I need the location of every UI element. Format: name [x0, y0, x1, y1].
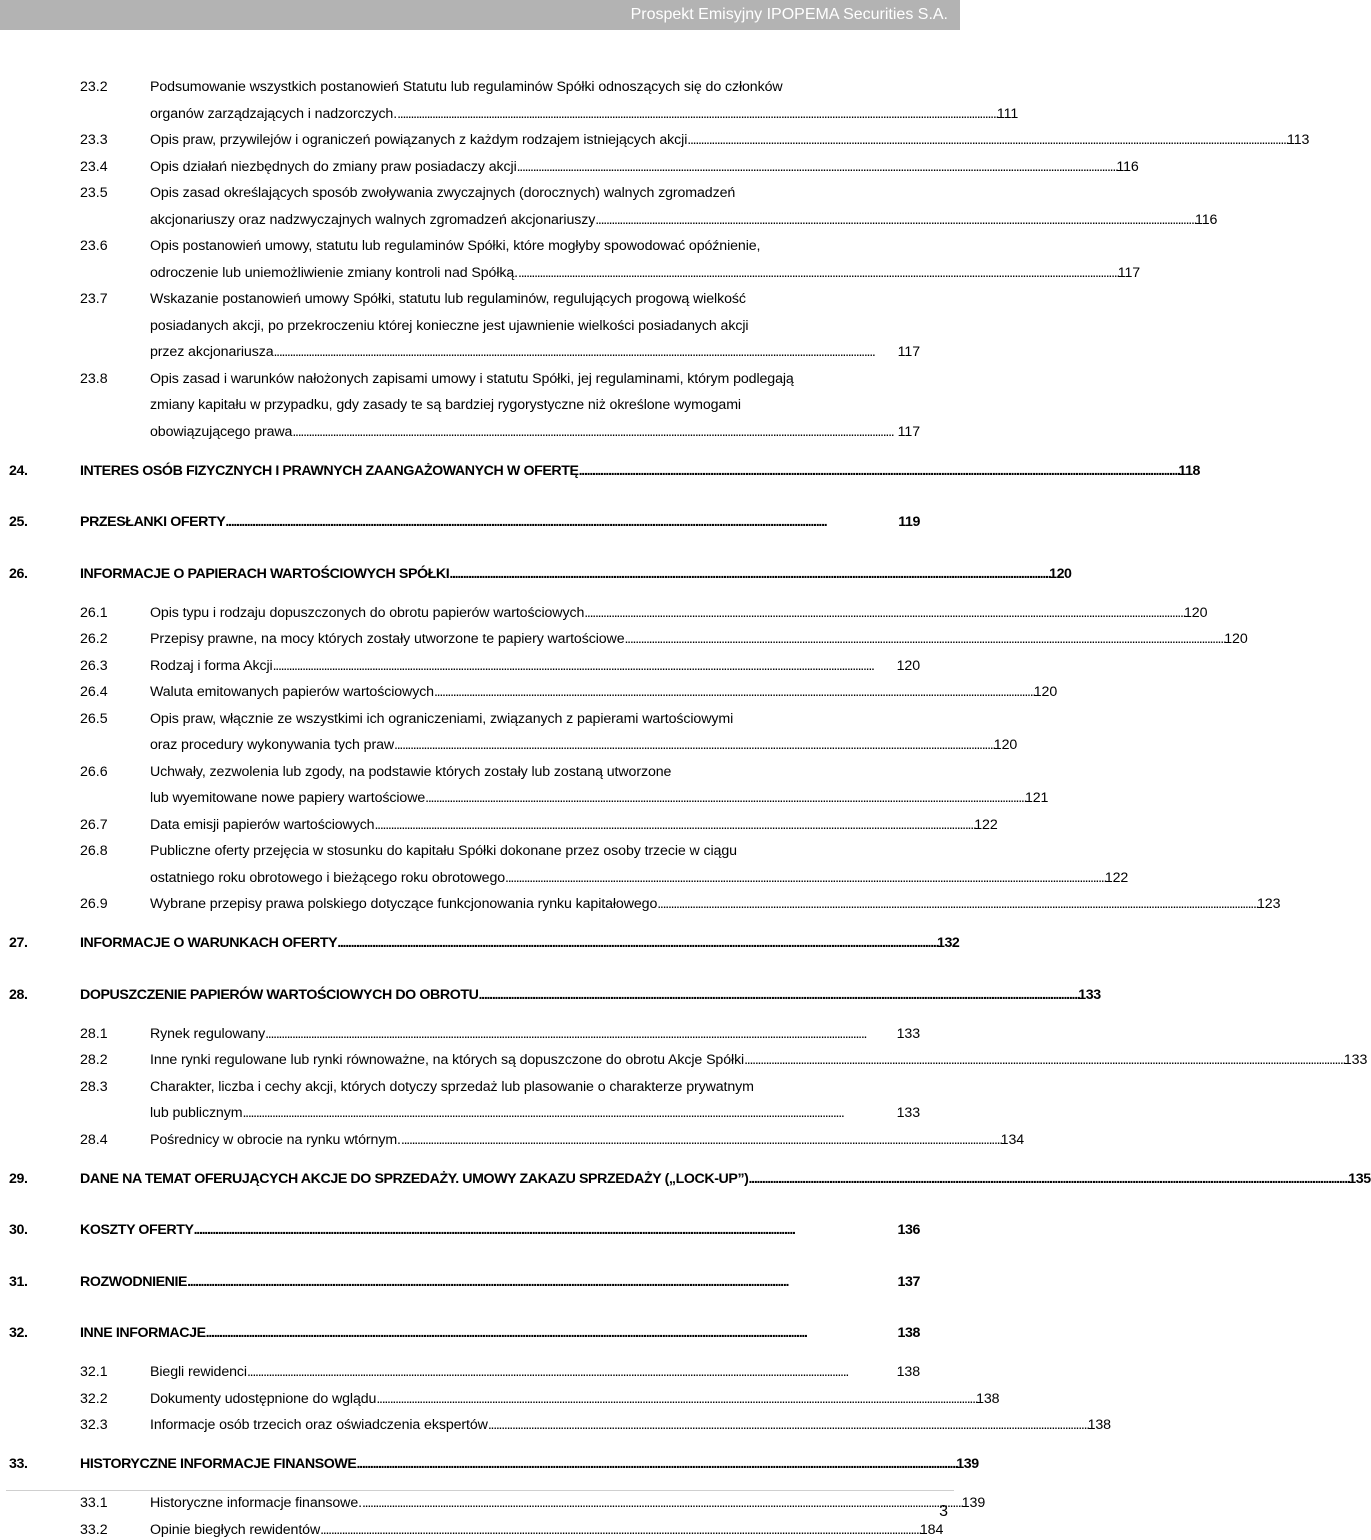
toc-entry-line	[80, 1272, 920, 1292]
toc-entry-page[interactable]: 138	[896, 1364, 920, 1380]
toc-entry-number: 30.	[9, 1222, 28, 1238]
toc-entry-page[interactable]: 138	[897, 1325, 920, 1341]
toc-dot-leader	[625, 629, 1225, 649]
toc-entry-page[interactable]: 133	[1343, 1052, 1368, 1068]
toc-entry-page[interactable]: 121	[1024, 790, 1049, 806]
toc-dot-leader	[505, 868, 1105, 888]
toc-entry-number: 26.8	[80, 843, 108, 859]
toc-entry-line	[80, 512, 920, 532]
toc-entry-page[interactable]: 122	[1104, 869, 1129, 886]
toc-entry-line	[150, 709, 733, 729]
toc-entry-line	[80, 1220, 920, 1240]
toc-entry-number: 23.8	[80, 370, 108, 387]
toc-dot-leader	[194, 1220, 898, 1240]
toc-entry-title: INTERES OSÓB FIZYCZNYCH I PRAWNYCH ZAANGAŻOWANYCH W OFERTĘ	[80, 462, 579, 479]
toc-entry-title: Opis praw, włącznie ze wszystkimi ich ograniczeniami, związanych z papierami wartościowymi	[150, 710, 734, 727]
toc-entry-line	[150, 1024, 920, 1044]
toc-entry-line	[150, 316, 748, 336]
toc-entry-line	[80, 1169, 1371, 1189]
toc-entry-title: INNE INFORMACJE	[80, 1325, 206, 1341]
document-header	[0, 0, 960, 30]
toc-dot-leader	[206, 1323, 898, 1343]
toc-entry-number: 26.4	[80, 684, 108, 700]
toc-entry-number: 28.3	[80, 1078, 108, 1095]
toc-entry-line	[150, 1520, 944, 1540]
toc-entry-number: 32.1	[80, 1364, 108, 1380]
toc-entry-number: 28.4	[80, 1131, 108, 1148]
toc-entry-line	[150, 369, 794, 389]
toc-entry-page[interactable]: 120	[1033, 684, 1058, 700]
toc-dot-leader	[394, 735, 994, 755]
toc-dot-leader	[449, 564, 1049, 584]
toc-entry-number: 23.3	[80, 132, 108, 148]
toc-entry-line	[150, 894, 1281, 914]
page-number: 3	[939, 1503, 948, 1520]
toc-entry-title: Biegli rewidenci	[150, 1364, 247, 1380]
toc-dot-leader	[401, 1130, 1001, 1150]
toc-entry-page[interactable]: 120	[1049, 565, 1072, 582]
toc-dot-leader	[337, 933, 937, 953]
toc-dot-leader	[478, 985, 1078, 1005]
toc-entry-number: 33.	[9, 1456, 28, 1472]
toc-entry-title: Historyczne informacje finansowe.	[150, 1495, 362, 1511]
toc-entry-number: 28.2	[80, 1052, 108, 1068]
toc-entry-line	[150, 1389, 1000, 1409]
toc-entry-page[interactable]: 113	[1287, 132, 1310, 148]
toc-dot-leader	[273, 342, 897, 362]
toc-entry-number: 26.3	[80, 657, 108, 674]
toc-dot-leader	[595, 210, 1195, 230]
toc-entry-title: oraz procedury wykonywania tych praw	[150, 737, 395, 753]
toc-entry-line	[150, 263, 1141, 283]
toc-entry-page[interactable]: 120	[896, 657, 920, 674]
toc-entry-page[interactable]: 133	[896, 1025, 920, 1042]
toc-entry-title: Inne rynki regulowane lub rynki równoważne, na których są dopuszczone do obrotu Akcje Spółki	[150, 1052, 745, 1068]
toc-dot-leader	[517, 157, 1117, 177]
toc-entry-page[interactable]: 122	[974, 816, 998, 833]
toc-entry-title: Wybrane przepisy prawa polskiego dotyczące funkcjonowania rynku kapitałowego	[150, 896, 658, 912]
toc-entry-page[interactable]: 118	[1178, 462, 1201, 479]
toc-entry-title: Opis praw, przywilejów i ograniczeń powiązanych z każdym rodzajem istniejących akcji	[150, 132, 688, 148]
toc-dot-leader	[242, 1103, 896, 1123]
toc-dot-leader	[657, 894, 1257, 914]
toc-entry-line	[150, 841, 737, 861]
toc-dot-leader	[687, 130, 1287, 150]
toc-entry-line	[150, 210, 1218, 230]
toc-entry-title: Przepisy prawne, na mocy których zostały utworzone te papiery wartościowe	[150, 631, 625, 647]
toc-entry-line	[150, 236, 760, 256]
toc-entry-title: Uchwały, zezwolenia lub zgody, na podstawie których zostały lub zostaną utworzone	[150, 763, 672, 780]
toc-entry-line	[150, 735, 1018, 755]
toc-entry-number: 28.	[9, 986, 28, 1003]
toc-entry-title: INFORMACJE O PAPIERACH WARTOŚCIOWYCH SPÓŁKI	[80, 565, 450, 582]
toc-dot-leader	[187, 1272, 897, 1292]
toc-entry-line	[80, 1454, 979, 1474]
toc-entry-number: 23.4	[80, 158, 108, 175]
toc-entry-line	[150, 1077, 754, 1097]
toc-entry-title: Waluta emitowanych papierów wartościowych	[150, 684, 434, 700]
toc-entry-line	[150, 1415, 1111, 1435]
toc-entry-line	[150, 629, 1248, 649]
toc-entry-title: Publiczne oferty przejęcia w stosunku do kapitału Spółki dokonane przez osoby trzecie w ciągu	[150, 843, 737, 859]
toc-entry-number: 24.	[9, 462, 28, 479]
toc-entry-number: 26.9	[80, 896, 108, 912]
toc-entry-line	[150, 422, 920, 442]
toc-entry-line	[150, 1493, 986, 1513]
toc-entry-page[interactable]: 120	[1224, 631, 1248, 647]
toc-entry-title: lub publicznym	[150, 1105, 243, 1121]
toc-entry-page[interactable]: 111	[996, 105, 1019, 122]
toc-dot-leader	[273, 656, 897, 676]
toc-entry-line	[150, 1103, 920, 1123]
toc-entry-number: 29.	[9, 1170, 28, 1187]
toc-entry-title: ROZWODNIENIE	[80, 1273, 188, 1290]
toc-dot-leader	[518, 263, 1118, 283]
toc-entry-title: DOPUSZCZENIE PAPIERÓW WARTOŚCIOWYCH DO OBROTU	[80, 986, 479, 1003]
toc-entry-line	[150, 289, 746, 309]
toc-entry-title: Opis typu i rodzaju dopuszczonych do obrotu papierów wartościowych	[150, 604, 585, 621]
toc-entry-line	[150, 395, 741, 415]
toc-dot-leader	[356, 1454, 956, 1474]
toc-entry-number: 25.	[9, 514, 28, 530]
toc-entry-line	[150, 815, 998, 835]
toc-entry-page[interactable]: 135	[1348, 1170, 1371, 1187]
toc-entry-title: Data emisji papierów wartościowych	[150, 816, 375, 833]
toc-entry-page[interactable]: 138	[976, 1390, 1000, 1407]
toc-entry-title: INFORMACJE O WARUNKACH OFERTY	[80, 935, 338, 951]
toc-entry-line	[150, 1362, 920, 1382]
toc-entry-page[interactable]: 116	[1195, 211, 1218, 228]
toc-dot-leader	[225, 512, 898, 532]
toc-entry-title: Charakter, liczba i cechy akcji, których dotyczy sprzedaż lub plasowanie o charakterze prywatnym	[150, 1078, 754, 1095]
toc-dot-leader	[362, 1493, 962, 1513]
toc-dot-leader	[320, 1520, 920, 1540]
toc-entry-page[interactable]: 139	[961, 1495, 986, 1511]
toc-entry-number: 23.6	[80, 238, 108, 254]
document-title: Prospekt Emisyjny IPOPEMA Securities S.A.	[630, 6, 948, 23]
toc-entry-title: Opis zasad określających sposób zwoływania zwyczajnych (dorocznych) walnych zgromadzeń	[150, 185, 736, 201]
toc-entry-title: Rodzaj i forma Akcji	[150, 657, 273, 674]
toc-dot-leader	[247, 1362, 897, 1382]
toc-entry-line	[150, 1130, 1025, 1150]
toc-entry-title: lub wyemitowane nowe papiery wartościowe	[150, 790, 426, 806]
toc-entry-number: 32.3	[80, 1417, 108, 1433]
toc-entry-line	[150, 1050, 1368, 1070]
toc-dot-leader	[434, 682, 1034, 702]
toc-entry-line	[80, 461, 1201, 481]
toc-entry-page[interactable]: 117	[897, 344, 920, 360]
toc-entry-title: KOSZTY OFERTY	[80, 1222, 194, 1238]
toc-entry-title: Rynek regulowany	[150, 1025, 266, 1042]
toc-entry-title: HISTORYCZNE INFORMACJE FINANSOWE	[80, 1456, 357, 1472]
footer-divider	[6, 1490, 954, 1491]
toc-entry-title: Opinie biegłych rewidentów	[150, 1521, 321, 1538]
toc-entry-number: 32.2	[80, 1390, 108, 1407]
toc-entry-number: 31.	[9, 1273, 28, 1290]
toc-entry-title: Opis postanowień umowy, statutu lub regulaminów Spółki, które mogłyby spowodować opóźnienie,	[150, 238, 761, 254]
toc-dot-leader	[397, 104, 997, 124]
toc-dot-leader	[265, 1024, 897, 1044]
toc-entry-title: posiadanych akcji, po przekroczeniu której konieczne jest ujawnienie wielkości posiadanych akcji	[150, 317, 749, 334]
toc-entry-page[interactable]: 139	[956, 1456, 979, 1472]
toc-entry-line	[150, 104, 1019, 124]
toc-entry-title: ostatniego roku obrotowego i bieżącego roku obrotowego	[150, 869, 506, 886]
toc-entry-number: 26.6	[80, 763, 108, 780]
toc-entry-page[interactable]: 134	[1000, 1131, 1025, 1148]
toc-entry-line	[150, 130, 1310, 150]
toc-entry-number: 26.5	[80, 710, 108, 727]
toc-entry-number: 26.7	[80, 816, 108, 833]
toc-entry-number: 26.1	[80, 604, 108, 621]
toc-entry-page[interactable]: 133	[896, 1105, 920, 1121]
toc-entry-line	[80, 985, 1101, 1005]
toc-entry-title: zmiany kapitału w przypadku, gdy zasady te są bardziej rygorystyczne niż określone wymogami	[150, 397, 741, 413]
toc-entry-title: Pośrednicy w obrocie na rynku wtórnym.	[150, 1131, 401, 1148]
toc-entry-number: 23.7	[80, 291, 108, 307]
toc-entry-page[interactable]: 120	[993, 737, 1018, 753]
toc-entry-title: przez akcjonariusza	[150, 344, 274, 360]
toc-entry-page[interactable]: 136	[897, 1222, 920, 1238]
toc-entry-page[interactable]: 117	[897, 423, 920, 440]
toc-entry-number: 32.	[9, 1325, 28, 1341]
toc-dot-leader	[376, 1389, 976, 1409]
toc-entry-line	[150, 77, 783, 97]
toc-entry-line	[150, 183, 735, 203]
toc-entry-title: obowiązującego prawa	[150, 423, 293, 440]
toc-entry-page[interactable]: 119	[898, 514, 920, 530]
toc-entry-line	[150, 656, 920, 676]
toc-entry-line	[150, 342, 920, 362]
toc-entry-title: Wskazanie postanowień umowy Spółki, statutu lub regulaminów, regulujących progową wielkość	[150, 291, 746, 307]
toc-entry-page[interactable]: 120	[1184, 604, 1208, 621]
toc-dot-leader	[292, 422, 897, 442]
toc-entry-page[interactable]: 117	[1117, 264, 1141, 281]
toc-entry-title: Opis działań niezbędnych do zmiany praw posiadaczy akcji	[150, 158, 517, 175]
toc-entry-page[interactable]: 138	[1087, 1417, 1111, 1433]
toc-dot-leader	[748, 1169, 1348, 1189]
toc-entry-line	[150, 762, 671, 782]
toc-entry-number: 23.2	[80, 79, 108, 95]
toc-entry-title: Dokumenty udostępnione do wglądu	[150, 1390, 377, 1407]
toc-dot-leader	[584, 603, 1184, 623]
toc-entry-line	[150, 868, 1129, 888]
toc-entry-title: odroczenie lub uniemożliwienie zmiany kontroli nad Spółką.	[150, 264, 519, 281]
toc-entry-page[interactable]: 184	[919, 1521, 944, 1538]
toc-entry-page[interactable]: 116	[1116, 158, 1139, 175]
toc-entry-title: DANE NA TEMAT OFERUJĄCYCH AKCJE DO SPRZEDAŻY. UMOWY ZAKAZU SPRZEDAŻY („LOCK-UP”)	[80, 1170, 749, 1187]
toc-entry-line	[80, 1323, 920, 1343]
toc-entry-line	[150, 682, 1058, 702]
toc-entry-number: 26.2	[80, 631, 108, 647]
toc-entry-title: organów zarządzających i nadzorczych.	[150, 105, 398, 122]
toc-entry-page[interactable]: 123	[1257, 896, 1281, 912]
toc-entry-page[interactable]: 133	[1078, 986, 1101, 1003]
toc-entry-line	[150, 603, 1208, 623]
toc-dot-leader	[374, 815, 974, 835]
toc-dot-leader	[744, 1050, 1344, 1070]
toc-entry-title: PRZESŁANKI OFERTY	[80, 514, 226, 530]
toc-entry-title: Opis zasad i warunków nałożonych zapisami umowy i statutu Spółki, jej regulaminami, którym podlegają	[150, 370, 794, 387]
toc-dot-leader	[425, 788, 1025, 808]
toc-dot-leader	[579, 461, 1179, 481]
toc-entry-number: 33.1	[80, 1495, 108, 1511]
toc-entry-title: akcjonariuszy oraz nadzwyczajnych walnych zgromadzeń akcjonariuszy	[150, 211, 596, 228]
toc-entry-line	[80, 933, 960, 953]
toc-entry-page[interactable]: 132	[936, 935, 960, 951]
toc-entry-line	[80, 564, 1072, 584]
toc-entry-number: 23.5	[80, 185, 108, 201]
toc-entry-number: 27.	[9, 935, 28, 951]
toc-entry-number: 26.	[9, 565, 28, 582]
toc-entry-number: 33.2	[80, 1521, 108, 1538]
toc-entry-line	[150, 157, 1139, 177]
toc-entry-title: Podsumowanie wszystkich postanowień Statutu lub regulaminów Spółki odnoszących się do członków	[150, 79, 783, 95]
toc-entry-page[interactable]: 137	[897, 1273, 920, 1290]
toc-entry-line	[150, 788, 1049, 808]
toc-entry-title: Informacje osób trzecich oraz oświadczenia ekspertów	[150, 1417, 488, 1433]
toc-entry-number: 28.1	[80, 1025, 108, 1042]
toc-dot-leader	[488, 1415, 1088, 1435]
